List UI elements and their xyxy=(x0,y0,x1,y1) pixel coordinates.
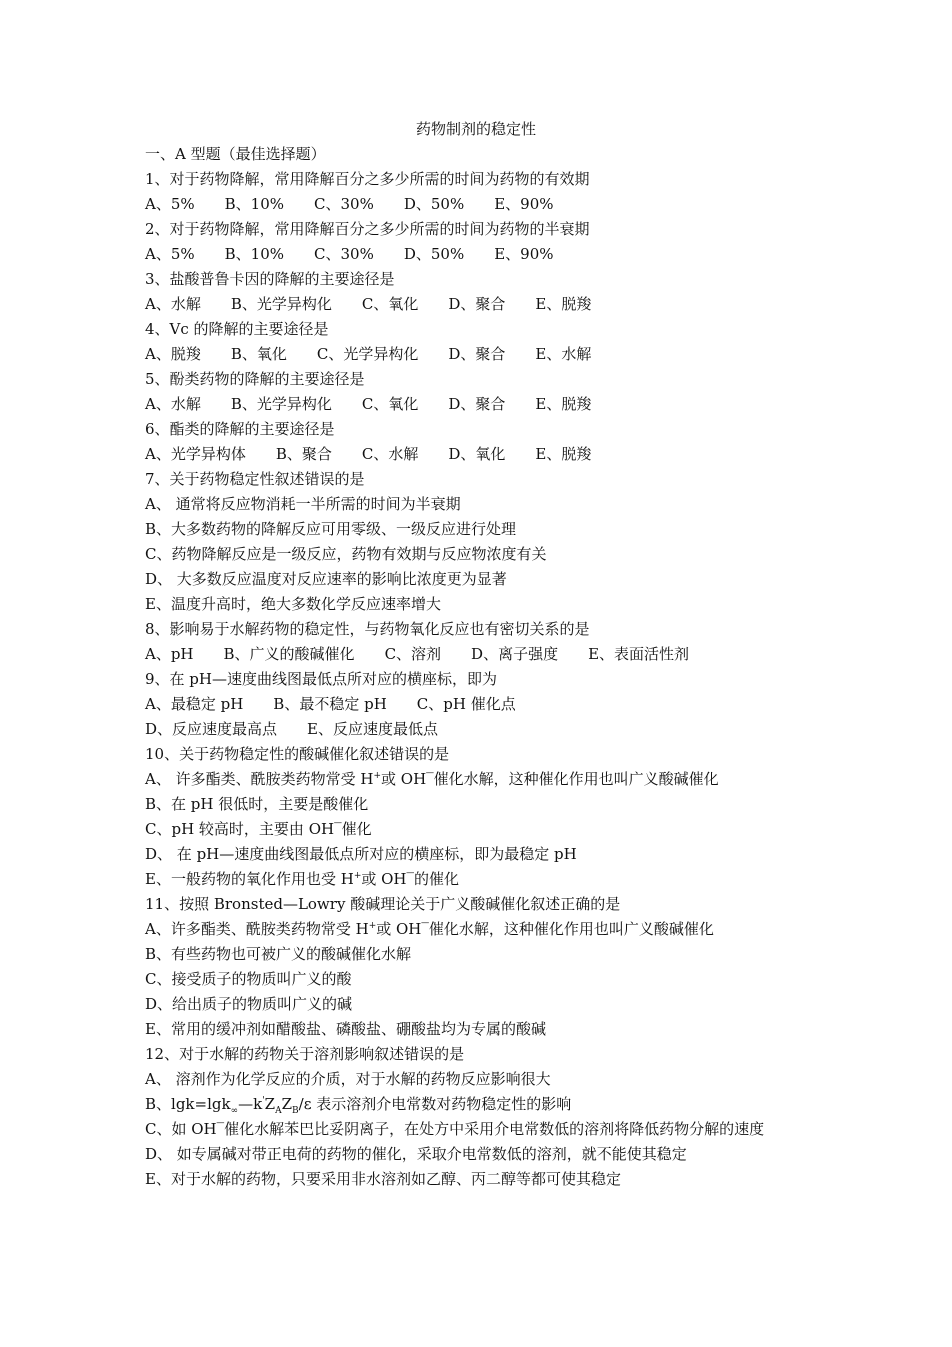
question-stem: 7、关于药物稳定性叙述错误的是 xyxy=(145,470,365,488)
option: C、30% xyxy=(314,195,374,213)
option: A、pH xyxy=(145,645,194,663)
option-text: 或 OH‾催化水解，这种催化作用也叫广义酸碱催化 xyxy=(376,920,714,938)
option: E、反应速度最低点 xyxy=(307,720,438,738)
option-text: A、许多酯类、酰胺类药物常受 H xyxy=(145,920,369,938)
option: A、光学异构体 xyxy=(145,445,246,463)
option-line: C、pH 较高时，主要由 OH‾催化 xyxy=(145,820,372,838)
option: D、50% xyxy=(403,195,465,213)
option: B、10% xyxy=(224,245,285,263)
option: C、水解 xyxy=(361,445,419,463)
option: B、聚合 xyxy=(275,445,332,463)
option-line xyxy=(145,767,825,792)
option: A、5% xyxy=(145,195,195,213)
option: A、最稳定 pH xyxy=(145,695,244,713)
option-line: C、如 OH‾催化水解苯巴比妥阴离子，在处方中采用介电常数低的溶剂将降低药物分解的速度 xyxy=(145,1120,765,1138)
superscript: + xyxy=(353,871,362,881)
formula-text: Z xyxy=(281,1095,293,1113)
question-stem: 3、盐酸普鲁卡因的降解的主要途径是 xyxy=(145,270,395,288)
question-stem: 9、在 pH—速度曲线图最低点所对应的横座标，即为 xyxy=(145,670,497,688)
option: D、聚合 xyxy=(448,345,506,363)
option-line xyxy=(145,917,825,942)
option-row xyxy=(145,192,825,217)
formula-text: —k xyxy=(238,1095,263,1113)
question-stem: 8、影响易于水解药物的稳定性，与药物氧化反应也有密切关系的是 xyxy=(145,620,590,638)
option-line: C、药物降解反应是一级反应，药物有效期与反应物浓度有关 xyxy=(145,545,547,563)
formula-text: /ε 表示溶剂介电常数对药物稳定性的影响 xyxy=(298,1095,572,1113)
subscript: A xyxy=(275,1106,282,1116)
option: D、50% xyxy=(403,245,465,263)
option-line: E、温度升高时，绝大多数化学反应速率增大 xyxy=(145,595,441,613)
option-line: D、 大多数反应温度对反应速率的影响比浓度更为显著 xyxy=(145,570,507,588)
formula-text: Z xyxy=(264,1095,276,1113)
option-row xyxy=(145,442,825,467)
document-title: 药物制剂的稳定性 xyxy=(415,120,536,138)
option-line: B、在 pH 很低时，主要是酸催化 xyxy=(145,795,369,813)
option: C、氧化 xyxy=(361,295,419,313)
option: B、氧化 xyxy=(230,345,287,363)
option-row xyxy=(145,692,825,717)
option-row xyxy=(145,292,825,317)
subscript: B xyxy=(292,1106,299,1116)
option-row xyxy=(145,717,825,742)
question-stem: 4、Vc 的降解的主要途径是 xyxy=(145,320,329,338)
option-row xyxy=(145,342,825,367)
option-text: 或 OH‾催化水解，这种催化作用也叫广义酸碱催化 xyxy=(381,770,719,788)
option: A、脱羧 xyxy=(145,345,201,363)
option: B、光学异构化 xyxy=(230,295,332,313)
option-row xyxy=(145,642,825,667)
option-line: B、大多数药物的降解反应可用零级、一级反应进行处理 xyxy=(145,520,517,538)
option-text: 或 OH‾的催化 xyxy=(361,870,460,888)
option: C、pH 催化点 xyxy=(416,695,516,713)
option: E、脱羧 xyxy=(535,395,592,413)
option: E、脱羧 xyxy=(535,295,592,313)
option: B、最不稳定 pH xyxy=(273,695,387,713)
option: C、30% xyxy=(314,245,374,263)
section-heading: 一、A 型题（最佳选择题） xyxy=(145,145,326,163)
question-stem: 6、酯类的降解的主要途径是 xyxy=(145,420,335,438)
option-row xyxy=(145,242,825,267)
option-line: A、 溶剂作为化学反应的介质，对于水解的药物反应影响很大 xyxy=(145,1070,551,1088)
option: C、溶剂 xyxy=(384,645,442,663)
option: D、聚合 xyxy=(448,395,506,413)
option-row xyxy=(145,392,825,417)
option: A、水解 xyxy=(145,295,201,313)
question-stem: 10、关于药物稳定性的酸碱催化叙述错误的是 xyxy=(145,745,450,763)
question-stem: 5、酚类药物的降解的主要途径是 xyxy=(145,370,365,388)
option-text: E、一般药物的氧化作用也受 H xyxy=(145,870,354,888)
superscript: + xyxy=(373,771,381,781)
option-line xyxy=(145,867,825,892)
superscript: + xyxy=(368,921,377,931)
option-line: C、接受质子的物质叫广义的酸 xyxy=(145,970,352,988)
option-line-formula xyxy=(145,1092,825,1117)
option-line: A、 通常将反应物消耗一半所需的时间为半衰期 xyxy=(145,495,461,513)
formula-text: B、lgk=lgk xyxy=(145,1095,231,1113)
option-text: A、 许多酯类、酰胺类药物常受 H xyxy=(145,770,374,788)
option: B、10% xyxy=(224,195,285,213)
option: E、表面活性剂 xyxy=(588,645,690,663)
question-stem: 1、对于药物降解，常用降解百分之多少所需的时间为药物的有效期 xyxy=(145,170,590,188)
question-stem: 11、按照 Bronsted—Lowry 酸碱理论关于广义酸碱催化叙述正确的是 xyxy=(145,895,621,913)
option: C、光学异构化 xyxy=(316,345,419,363)
option-line: D、给出质子的物质叫广义的碱 xyxy=(145,995,353,1013)
option-line: D、 在 pH—速度曲线图最低点所对应的横座标，即为最稳定 pH xyxy=(145,845,577,863)
subscript: ∞ xyxy=(230,1106,239,1116)
option: B、广义的酸碱催化 xyxy=(223,645,355,663)
option-line: B、有些药物也可被广义的酸碱催化水解 xyxy=(145,945,412,963)
question-list xyxy=(145,142,825,1192)
option: D、离子强度 xyxy=(471,645,559,663)
option-line: E、常用的缓冲剂如醋酸盐、磷酸盐、硼酸盐均为专属的酸碱 xyxy=(145,1020,546,1038)
option: C、氧化 xyxy=(361,395,419,413)
option: B、光学异构化 xyxy=(230,395,332,413)
option-line: D、 如专属碱对带正电荷的药物的催化，采取介电常数低的溶剂，就不能使其稳定 xyxy=(145,1145,687,1163)
option: E、90% xyxy=(494,245,554,263)
option: D、反应速度最高点 xyxy=(145,720,278,738)
option: D、氧化 xyxy=(448,445,506,463)
superscript: ' xyxy=(262,1096,265,1106)
option: D、聚合 xyxy=(448,295,506,313)
option-line: E、对于水解的药物，只要采用非水溶剂如乙醇、丙二醇等都可使其稳定 xyxy=(145,1170,621,1188)
option: A、水解 xyxy=(145,395,201,413)
option: E、90% xyxy=(494,195,554,213)
option: E、脱羧 xyxy=(535,445,592,463)
option: A、5% xyxy=(145,245,195,263)
question-stem: 12、对于水解的药物关于溶剂影响叙述错误的是 xyxy=(145,1045,465,1063)
option: E、水解 xyxy=(535,345,592,363)
question-stem: 2、对于药物降解，常用降解百分之多少所需的时间为药物的半衰期 xyxy=(145,220,590,238)
